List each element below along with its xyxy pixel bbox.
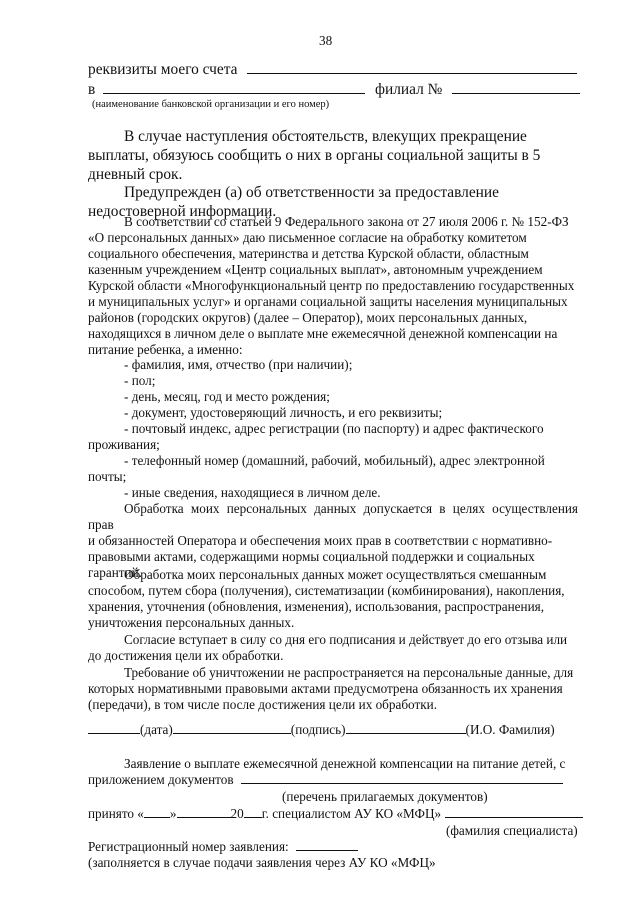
documents-label: приложением документов — [88, 772, 234, 787]
postal-item — [88, 421, 578, 453]
warning-line: Предупрежден (а) об ответственности за предоставление — [124, 184, 499, 201]
registration-row — [88, 839, 358, 855]
purpose-line: гарантий. — [88, 565, 142, 580]
bank-caption: (наименование банковской организации и его номер) — [92, 99, 330, 110]
year-prefix: 20 — [230, 806, 244, 821]
signature-label: (подпись) — [290, 722, 346, 737]
specialist-input-line[interactable] — [445, 816, 583, 818]
methods-line: уничтожения персональных данных. — [88, 615, 295, 630]
consent-line: «О персональных данных» даю письменное согласие на обработку комитетом — [88, 230, 527, 245]
bank-in-label: в — [88, 81, 96, 98]
consent-line: находящихся в личном деле о выплате мне ежемесячной денежной компенсации на — [88, 326, 558, 341]
data-item: - день, месяц, год и место рождения; — [124, 389, 330, 404]
registration-label: Регистрационный номер заявления: — [88, 839, 289, 854]
destruction-line: (передачи), в том числе после достижения цели их обработки. — [88, 697, 437, 712]
processing-methods-paragraph — [88, 567, 578, 631]
consent-line: районов (городских округов) (далее – Оператор), моих персональных данных, — [88, 310, 528, 325]
data-item: - пол; — [124, 373, 156, 388]
accepted-prefix: принято « — [88, 806, 144, 821]
branch-label: филиал № — [375, 81, 443, 98]
accepted-quote-close: » — [169, 806, 177, 821]
notice-paragraph — [88, 127, 578, 184]
page-number: 38 — [319, 33, 333, 48]
date-label: (дата) — [140, 722, 173, 737]
account-label: реквизиты моего счета — [88, 61, 238, 78]
consent-line: питание ребенка, а именно: — [88, 342, 243, 357]
account-requisites-row — [88, 60, 577, 79]
signature-input-line[interactable] — [173, 732, 291, 734]
data-item: - фамилия, имя, отчество (при наличии); — [124, 357, 353, 372]
application-line-2 — [88, 772, 563, 788]
documents-caption: (перечень прилагаемых документов) — [282, 789, 488, 804]
methods-line: способом, путем сбора (получения), систематизации (комбинирования), накопления, — [88, 583, 565, 598]
month-input-line[interactable] — [177, 816, 231, 818]
accepted-suffix: г. специалистом АУ КО «МФЦ» — [261, 806, 442, 821]
destruction-paragraph — [88, 665, 578, 713]
signature-row — [88, 722, 555, 738]
notice-line: выплаты, обязуюсь сообщить о них в органы социальной защиты в 5 — [88, 147, 541, 164]
notice-line: дневный срок. — [88, 166, 183, 183]
other-item: - иные сведения, находящиеся в личном деле. — [124, 485, 381, 500]
accepted-row — [88, 806, 583, 822]
consent-line: социального обеспечения, материнства и детства Курской области, областным — [88, 246, 529, 261]
consent-paragraph — [88, 214, 578, 358]
purpose-line: Обработка моих персональных данных допускается в целях осуществления прав — [88, 501, 578, 532]
postal-line: проживания; — [88, 437, 160, 452]
postal-line: - почтовый индекс, адрес регистрации (по паспорту) и адрес фактического — [124, 421, 544, 436]
bank-name-input-line[interactable] — [103, 92, 365, 94]
account-input-line[interactable] — [247, 72, 577, 74]
phone-line: почты; — [88, 469, 127, 484]
application-line-1: Заявление о выплате ежемесячной денежной компенсации на питание детей, с — [124, 756, 566, 771]
validity-line: Согласие вступает в силу со дня его подписания и действует до его отзыва или — [124, 632, 568, 647]
branch-number-input-line[interactable] — [452, 92, 580, 94]
consent-line: Курской области «Многофункциональный центр по предоставлению государственных — [88, 278, 575, 293]
day-input-line[interactable] — [144, 816, 170, 818]
purpose-line: и обязанностей Оператора и обеспечения моих прав в соответствии с нормативно- — [88, 533, 553, 548]
specialist-caption: (фамилия специалиста) — [446, 823, 578, 838]
destruction-line: Требование об уничтожении не распространяется на персональные данные, для — [124, 665, 574, 680]
year-input-line[interactable] — [244, 816, 262, 818]
name-input-line[interactable] — [346, 732, 466, 734]
phone-line: - телефонный номер (домашний, рабочий, мобильный), адрес электронной — [124, 453, 545, 468]
data-item: - документ, удостоверяющий личность, и его реквизиты; — [124, 405, 443, 420]
methods-line: Обработка моих персональных данных может осуществляться смешанным — [124, 567, 547, 582]
consent-line: В соответствии со статьей 9 Федерального закона от 27 июля 2006 г. № 152-ФЗ — [124, 214, 569, 229]
notice-line: В случае наступления обстоятельств, влекущих прекращение — [124, 128, 527, 145]
validity-line: до достижения цели их обработки. — [88, 648, 284, 663]
registration-number-input-line[interactable] — [296, 849, 358, 851]
registration-note: (заполняется в случае подачи заявления через АУ КО «МФЦ» — [88, 855, 436, 870]
date-input-line[interactable] — [88, 732, 140, 734]
methods-line: хранения, уточнения (обновления, изменения), использования, распространения, — [88, 599, 545, 614]
destruction-line: которых нормативными правовыми актами предусмотрена обязанность их хранения — [88, 681, 563, 696]
purpose-line: правовыми актами, содержащими нормы социальной поддержки и социальных — [88, 549, 535, 564]
documents-input-line[interactable] — [241, 782, 563, 784]
name-label: (И.О. Фамилия) — [465, 722, 555, 737]
bank-row — [88, 80, 580, 99]
validity-paragraph — [88, 632, 578, 664]
phone-item — [88, 453, 578, 485]
warning-line: недостоверной информации. — [88, 203, 277, 220]
consent-line: и муниципальных услуг» и органами социальной защиты населения муниципальных — [88, 294, 568, 309]
consent-line: казенным учреждением «Центр социальных выплат», автономным учреждением — [88, 262, 543, 277]
